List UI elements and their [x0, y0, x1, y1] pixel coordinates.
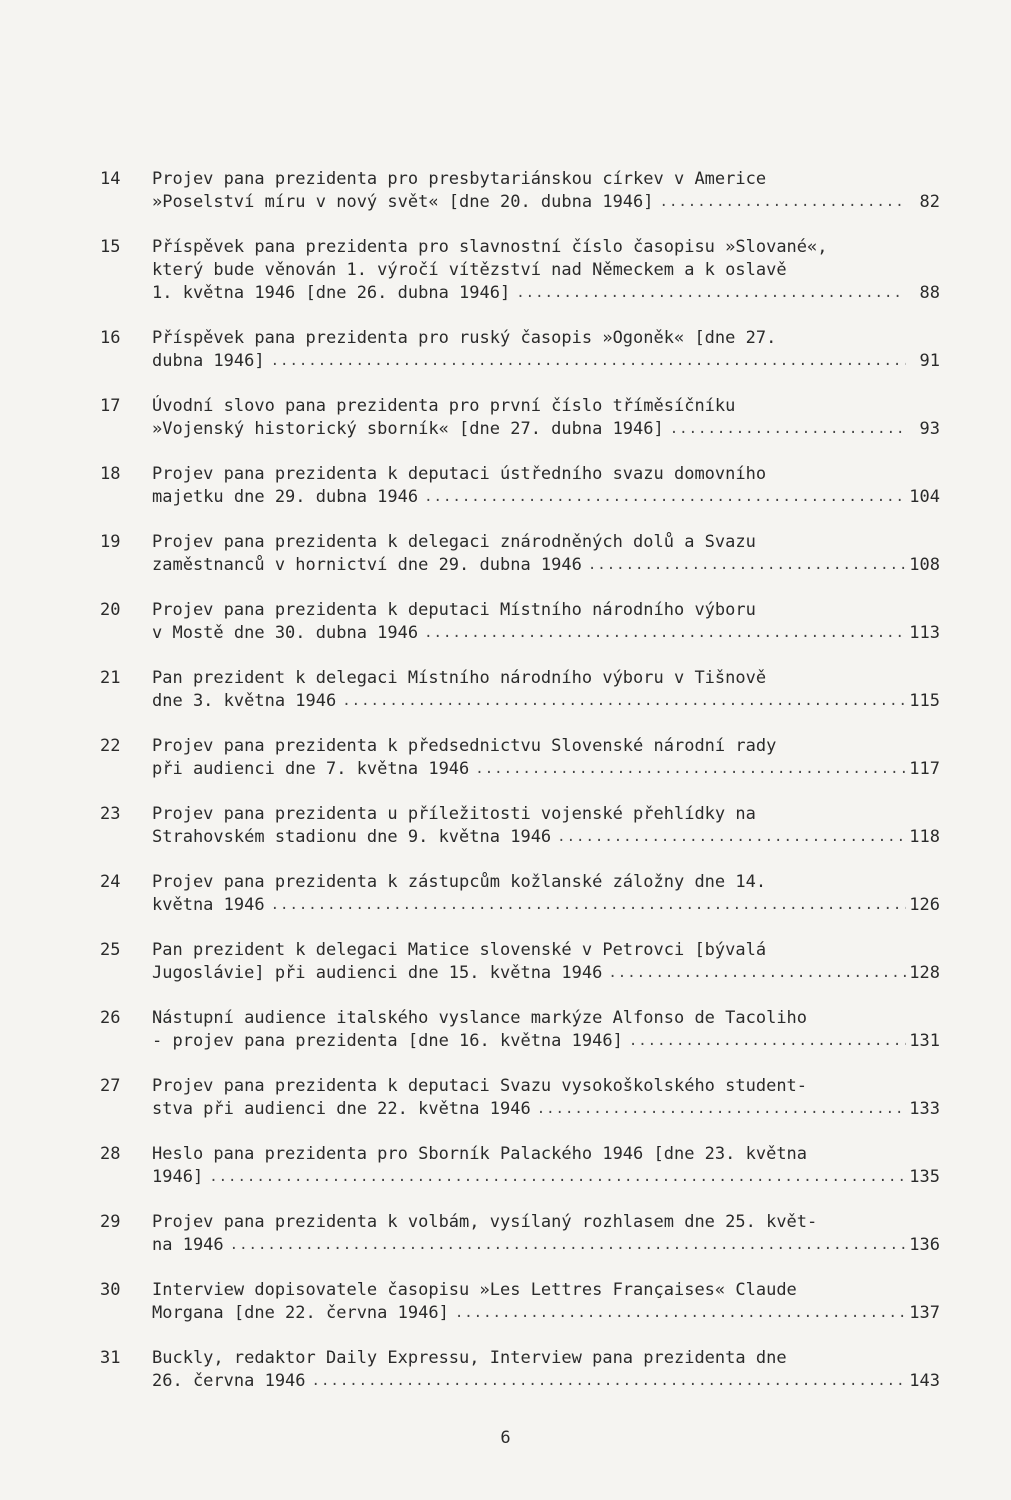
toc-entry-last-line [152, 418, 940, 441]
toc-entry-number: 24 [100, 872, 121, 892]
toc-entry-last-line [152, 1370, 940, 1393]
toc-entry-page: 91 [919, 351, 940, 371]
toc-entry [100, 803, 940, 849]
toc-entry-title-line: Strahovském stadionu dne 9. května 1946 [152, 827, 552, 847]
toc-entry-body [152, 1279, 940, 1325]
toc-entry-body [152, 1075, 940, 1121]
dot-leader [265, 350, 906, 373]
toc-entry [100, 327, 940, 373]
toc-entry-title-line: Projev pana prezidenta k deputaci ústředního svazu domovního [152, 464, 767, 484]
toc-entry-page: 118 [909, 827, 940, 847]
toc-entry-body [152, 1211, 940, 1257]
dot-leader [265, 894, 906, 917]
toc-entry-title-line: 26. června 1946 [152, 1371, 306, 1391]
toc-entry-number: 16 [100, 328, 121, 348]
toc-entry-title-line: Pan prezident k delegaci Místního národního výboru v Tišnově [152, 668, 767, 688]
toc-entry-title-line: majetku dne 29. dubna 1946 [152, 487, 419, 507]
toc-entry-body [152, 236, 940, 305]
toc-entry-body [152, 168, 940, 214]
toc-entry-number: 31 [100, 1348, 121, 1368]
table-of-contents [100, 168, 940, 1415]
toc-entry-last-line [152, 191, 940, 214]
toc-entry [100, 1007, 940, 1053]
toc-entry-title-line: Příspěvek pana prezidenta pro slavnostní číslo časopisu »Slované«, [152, 237, 828, 257]
toc-entry-title-line: který bude věnován 1. výročí vítězství nad Německem a k oslavě [152, 260, 787, 280]
toc-entry [100, 236, 940, 305]
toc-entry-title-line: 1946] [152, 1167, 204, 1187]
toc-entry-number: 28 [100, 1144, 121, 1164]
toc-entry-last-line [152, 690, 940, 713]
toc-entry-page: 104 [909, 487, 940, 507]
toc-entry-page: 136 [909, 1235, 940, 1255]
toc-entry-title-line: Interview dopisovatele časopisu »Les Lettres Françaises« Claude [152, 1280, 797, 1300]
toc-entry-last-line [152, 622, 940, 645]
toc-entry-last-line [152, 282, 940, 305]
toc-entry [100, 939, 940, 985]
toc-entry-page: 108 [909, 555, 940, 575]
toc-entry-number: 23 [100, 804, 121, 824]
toc-entry-number: 22 [100, 736, 121, 756]
toc-entry-page: 115 [909, 691, 940, 711]
toc-entry [100, 1143, 940, 1189]
toc-entry-title-line: na 1946 [152, 1235, 224, 1255]
toc-entry-title-line: »Poselství míru v nový svět« [dne 20. dubna 1946] [152, 192, 654, 212]
toc-entry-body [152, 667, 940, 713]
toc-entry [100, 599, 940, 645]
toc-entry [100, 395, 940, 441]
toc-entry-last-line [152, 350, 940, 373]
toc-entry-title-line: Pan prezident k delegaci Matice slovenské v Petrovci [bývalá [152, 940, 767, 960]
toc-entry-number: 29 [100, 1212, 121, 1232]
toc-entry [100, 531, 940, 577]
toc-entry-body [152, 1347, 940, 1393]
toc-entry-number: 18 [100, 464, 121, 484]
toc-entry-title-line: zaměstnanců v hornictví dne 29. dubna 1946 [152, 555, 582, 575]
toc-entry [100, 667, 940, 713]
dot-leader [623, 1030, 906, 1053]
toc-entry-body [152, 1143, 940, 1189]
toc-entry [100, 735, 940, 781]
toc-entry-body [152, 871, 940, 917]
toc-entry-title-line: Morgana [dne 22. června 1946] [152, 1303, 449, 1323]
toc-entry-last-line [152, 1234, 940, 1257]
toc-entry [100, 463, 940, 509]
toc-entry-body [152, 599, 940, 645]
toc-entry [100, 1075, 940, 1121]
toc-entry-title-line: stva při audienci dne 22. května 1946 [152, 1099, 531, 1119]
toc-entry-title-line: Heslo pana prezidenta pro Sborník Palackého 1946 [dne 23. května [152, 1144, 808, 1164]
dot-leader [664, 418, 906, 441]
dot-leader [582, 554, 906, 577]
page-number: 6 [500, 1428, 511, 1448]
toc-entry-title-line: »Vojenský historický sborník« [dne 27. dubna 1946] [152, 419, 664, 439]
toc-entry-title-line: Buckly, redaktor Daily Expressu, Interview pana prezidenta dne [152, 1348, 787, 1368]
toc-entry-page: 131 [909, 1031, 940, 1051]
toc-entry-title-line: Projev pana prezidenta k delegaci znárodněných dolů a Svazu [152, 532, 756, 552]
toc-entry-number: 15 [100, 237, 121, 257]
dot-leader [418, 486, 906, 509]
toc-entry-last-line [152, 554, 940, 577]
toc-entry-title-line: Projev pana prezidenta pro presbytariánskou církev v Americe [152, 169, 767, 189]
toc-entry-page: 133 [909, 1099, 940, 1119]
toc-entry-last-line [152, 486, 940, 509]
toc-entry-body [152, 735, 940, 781]
toc-entry-title-line: května 1946 [152, 895, 265, 915]
toc-entry-title-line: dne 3. května 1946 [152, 691, 337, 711]
dot-leader [602, 962, 906, 985]
toc-entry-last-line [152, 1030, 940, 1053]
toc-entry-title-line: Projev pana prezidenta k předsednictvu Slovenské národní rady [152, 736, 777, 756]
toc-entry-number: 30 [100, 1280, 121, 1300]
toc-entry-page: 128 [909, 963, 940, 983]
toc-entry-title-line: Příspěvek pana prezidenta pro ruský časopis »Ogoněk« [dne 27. [152, 328, 777, 348]
toc-entry-body [152, 463, 940, 509]
dot-leader [654, 191, 906, 214]
dot-leader [224, 1234, 906, 1257]
toc-entry-title-line: Projev pana prezidenta u příležitosti vojenské přehlídky na [152, 804, 756, 824]
toc-entry-page: 137 [909, 1303, 940, 1323]
toc-entry-number: 14 [100, 169, 121, 189]
toc-entry-number: 25 [100, 940, 121, 960]
toc-entry [100, 871, 940, 917]
toc-entry-page: 88 [919, 283, 940, 303]
toc-entry-page: 113 [909, 623, 940, 643]
toc-entry-last-line [152, 1302, 940, 1325]
toc-entry-body [152, 531, 940, 577]
toc-entry-last-line [152, 962, 940, 985]
toc-entry-title-line: Projev pana prezidenta k zástupcům kožlanské záložny dne 14. [152, 872, 767, 892]
toc-entry-title-line: Úvodní slovo pana prezidenta pro první číslo tříměsíčníku [152, 396, 736, 416]
dot-leader [306, 1370, 906, 1393]
toc-entry-page: 126 [909, 895, 940, 915]
toc-entry-body [152, 803, 940, 849]
dot-leader [418, 622, 906, 645]
toc-entry-last-line [152, 1098, 940, 1121]
toc-entry-body [152, 1007, 940, 1053]
toc-entry-title-line: Nástupní audience italského vyslance markýze Alfonso de Tacoliho [152, 1008, 808, 1028]
toc-entry-page: 135 [909, 1167, 940, 1187]
toc-entry-number: 27 [100, 1076, 121, 1096]
toc-entry-title-line: 1. května 1946 [dne 26. dubna 1946] [152, 283, 511, 303]
toc-entry-title-line: Jugoslávie] při audienci dne 15. května 1946 [152, 963, 603, 983]
dot-leader [551, 826, 906, 849]
dot-leader [531, 1098, 906, 1121]
toc-entry-last-line [152, 894, 940, 917]
toc-entry-number: 21 [100, 668, 121, 688]
dot-leader [469, 758, 906, 781]
toc-entry-page: 117 [909, 759, 940, 779]
toc-entry-title-line: v Mostě dne 30. dubna 1946 [152, 623, 419, 643]
toc-entry [100, 168, 940, 214]
toc-entry-page: 143 [909, 1371, 940, 1391]
toc-entry [100, 1211, 940, 1257]
toc-entry-number: 26 [100, 1008, 121, 1028]
toc-entry-number: 17 [100, 396, 121, 416]
toc-entry-title-line: Projev pana prezidenta k deputaci Místního národního výboru [152, 600, 756, 620]
toc-entry-page: 93 [919, 419, 940, 439]
toc-entry-title-line: - projev pana prezidenta [dne 16. května 1946] [152, 1031, 623, 1051]
toc-entry-body [152, 939, 940, 985]
toc-entry-body [152, 327, 940, 373]
toc-entry-title-line: při audienci dne 7. května 1946 [152, 759, 470, 779]
dot-leader [510, 282, 906, 305]
toc-entry-title-line: Projev pana prezidenta k deputaci Svazu vysokoškolského student- [152, 1076, 808, 1096]
toc-entry-title-line: dubna 1946] [152, 351, 265, 371]
toc-entry-last-line [152, 758, 940, 781]
dot-leader [449, 1302, 906, 1325]
dot-leader [336, 690, 906, 713]
toc-entry-last-line [152, 826, 940, 849]
toc-entry [100, 1279, 940, 1325]
toc-entry-page: 82 [919, 192, 940, 212]
toc-entry [100, 1347, 940, 1393]
toc-entry-number: 20 [100, 600, 121, 620]
toc-entry-body [152, 395, 940, 441]
toc-entry-last-line [152, 1166, 940, 1189]
toc-entry-title-line: Projev pana prezidenta k volbám, vysílaný rozhlasem dne 25. květ- [152, 1212, 818, 1232]
toc-entry-number: 19 [100, 532, 121, 552]
dot-leader [203, 1166, 906, 1189]
